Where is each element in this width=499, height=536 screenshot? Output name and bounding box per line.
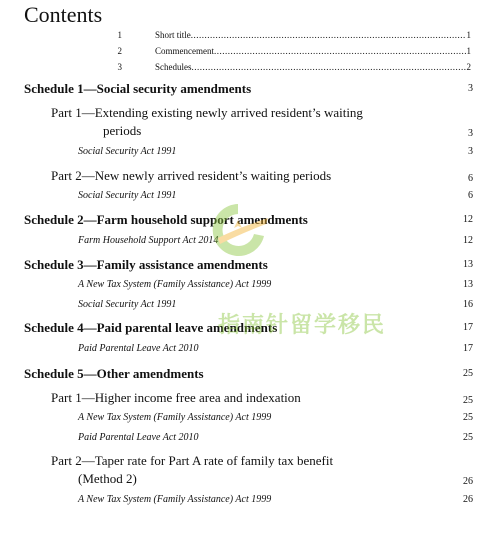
part-heading: Part 2—New newly arrived resident’s waiting periods [51, 168, 332, 183]
toc-item[interactable] [0, 60, 499, 74]
act-page: 16 [463, 299, 473, 310]
act-page: 6 [468, 190, 473, 201]
schedule-1-part-1-entry[interactable] [0, 104, 499, 140]
schedule-page: 25 [463, 368, 473, 379]
schedule-heading: Schedule 2—Farm household support amendments [24, 212, 308, 227]
schedule-page: 13 [463, 259, 473, 270]
item-number: 1 [117, 30, 122, 40]
item-label: Schedules ..... [155, 60, 466, 74]
act-title: Social Security Act 1991 [78, 146, 177, 157]
act-page: 26 [463, 494, 473, 505]
part-heading-continued: (Method 2) [78, 471, 137, 486]
schedule-5-entry[interactable] [0, 364, 499, 384]
part-page: 6 [468, 173, 473, 184]
schedule-5-part-1-entry[interactable] [0, 389, 499, 407]
part-page: 26 [463, 476, 473, 487]
act-title: Paid Parental Leave Act 2010 [78, 432, 199, 443]
act-page: 13 [463, 279, 473, 290]
act-title: Social Security Act 1991 [78, 190, 177, 201]
item-number: 2 [117, 46, 122, 56]
schedule-heading: Schedule 3—Family assistance amendments [24, 257, 268, 272]
schedule-heading: Schedule 1—Social security amendments [24, 81, 252, 96]
item-page: 2 [466, 62, 471, 72]
schedule-1-entry[interactable] [0, 79, 499, 99]
act-entry[interactable] [0, 143, 499, 161]
act-page: 25 [463, 412, 473, 423]
act-entry[interactable] [0, 429, 499, 447]
item-label: Commencement ..... [155, 44, 466, 58]
toc-item[interactable] [0, 28, 499, 42]
act-entry[interactable] [0, 276, 499, 294]
part-heading: Part 1—Extending existing newly arrived resident’s waiting [51, 105, 363, 120]
schedule-page: 17 [463, 322, 473, 333]
watermark-logo-icon [198, 198, 278, 258]
schedule-heading: Schedule 4—Paid parental leave amendments [24, 320, 278, 335]
watermark-text: 指南针留学移民 [218, 313, 387, 338]
item-page: 1 [466, 46, 471, 56]
toc-item[interactable] [0, 44, 499, 58]
act-entry[interactable] [0, 409, 499, 427]
act-page: 25 [463, 432, 473, 443]
act-entry[interactable] [0, 340, 499, 358]
act-page: 12 [463, 235, 473, 246]
contents-title: Contents [24, 2, 103, 27]
schedule-heading: Schedule 5—Other amendments [24, 366, 204, 381]
act-entry[interactable] [0, 491, 499, 509]
part-heading: Part 1—Higher income free area and indexation [51, 390, 301, 405]
part-page: 3 [468, 128, 473, 139]
act-page: 3 [468, 146, 473, 157]
schedule-1-part-2-entry[interactable] [0, 167, 499, 185]
item-label: Short title ..... [155, 28, 466, 42]
act-page: 17 [463, 343, 473, 354]
act-title: A New Tax System (Family Assistance) Act 1999 [78, 279, 272, 290]
schedule-page: 3 [468, 83, 473, 94]
item-number: 3 [117, 62, 122, 72]
part-heading: Part 2—Taper rate for Part A rate of family tax benefit [51, 453, 334, 468]
schedule-page: 12 [463, 214, 473, 225]
part-heading-continued: periods [103, 123, 142, 138]
act-title: Farm Household Support Act 2014 [78, 235, 219, 246]
act-title: Paid Parental Leave Act 2010 [78, 343, 199, 354]
item-page: 1 [466, 30, 471, 40]
part-page: 25 [463, 395, 473, 406]
act-title: A New Tax System (Family Assistance) Act 1999 [78, 494, 272, 505]
act-title: Social Security Act 1991 [78, 299, 177, 310]
schedule-5-part-2-entry[interactable] [0, 452, 499, 488]
schedule-3-entry[interactable] [0, 255, 499, 275]
act-title: A New Tax System (Family Assistance) Act 1999 [78, 412, 272, 423]
